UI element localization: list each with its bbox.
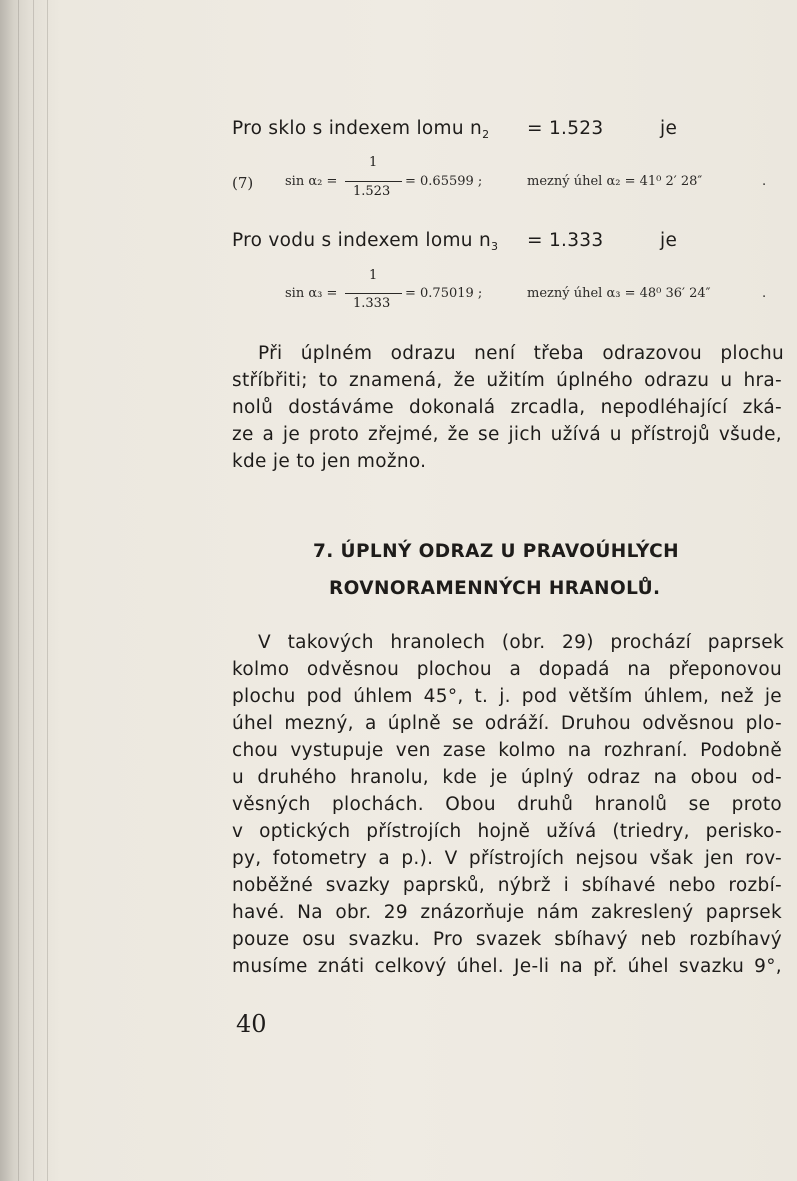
paragraph-line: chou vystupuje ven zase kolmo na rozhraní. Podobně: [232, 740, 782, 761]
paragraph-line: ze a je proto zřejmé, že se jich užívá u přístrojů všude,: [232, 424, 782, 445]
paragraph-line: stříbřiti; to znamená, že užitím úplného odrazu u hra-: [232, 370, 782, 391]
section-heading-line2: ROVNORAMENNÝCH HRANOLŮ.: [329, 578, 661, 599]
word-je: je: [660, 118, 678, 139]
paragraph-line: plochu pod úhlem 45°, t. j. pod větším úhlem, než je: [232, 686, 782, 707]
gutter-shadow-line: [33, 0, 34, 1181]
formula-end: .: [762, 286, 767, 301]
index-value: = 1.523: [527, 118, 604, 139]
paragraph-line: kolmo odvěsnou plochou a dopadá na přeponovou: [232, 659, 782, 680]
index-value: = 1.333: [527, 230, 604, 251]
gutter-shadow-line: [18, 0, 19, 1181]
paragraph-line: havé. Na obr. 29 znázorňuje nám zakreslený paprsek: [232, 902, 782, 923]
intro-text: Pro vodu s indexem lomu n: [232, 230, 492, 251]
paragraph-line: kde je to jen možno.: [232, 451, 427, 472]
paragraph-line: pouze osu svazku. Pro svazek sbíhavý neb rozbíhavý: [232, 929, 782, 950]
fraction-denominator: 1.523: [353, 184, 391, 199]
gutter-shadow-line: [47, 0, 48, 1181]
fraction-numerator: 1: [369, 155, 378, 170]
paragraph-line: věsných plochách. Obou druhů hranolů se proto: [232, 794, 782, 815]
word-je: je: [660, 230, 678, 251]
fraction-bar: [345, 293, 402, 294]
paragraph-line: nolů dostáváme dokonalá zrcadla, nepodléhající zká-: [232, 397, 782, 418]
formula-lhs: sin α₃ =: [285, 286, 338, 301]
critical-angle: mezný úhel α₂ = 41⁰ 2′ 28″: [527, 174, 703, 189]
formula-result: = 0.75019 ;: [405, 286, 483, 301]
fraction-bar: [345, 181, 402, 182]
equation-label: (7): [232, 174, 254, 192]
formula-result: = 0.65599 ;: [405, 174, 483, 189]
index-subscript: 3: [491, 240, 499, 253]
paragraph-line: musíme znáti celkový úhel. Je-li na př. úhel svazku 9°,: [232, 956, 782, 977]
paragraph-line: noběžné svazky paprsků, nýbrž i sbíhavé nebo rozbí-: [232, 875, 782, 896]
paragraph-line: úhel mezný, a úplně se odráží. Druhou odvěsnou plo-: [232, 713, 782, 734]
fraction-denominator: 1.333: [353, 296, 391, 311]
intro-line-glass: [232, 116, 788, 144]
formula-end: .: [762, 174, 767, 189]
section-heading-line1: 7. ÚPLNÝ ODRAZ U PRAVOÚHLÝCH: [313, 541, 679, 562]
paragraph-line: V takových hranolech (obr. 29) prochází paprsek: [258, 632, 784, 653]
formula-lhs: sin α₂ =: [285, 174, 338, 189]
intro-line-water: [232, 228, 788, 256]
intro-text: Pro sklo s indexem lomu n: [232, 118, 483, 139]
paragraph-line: py, fotometry a p.). V přístrojích nejsou však jen rov-: [232, 848, 782, 869]
paragraph-line: v optických přístrojích hojně užívá (triedry, perisko-: [232, 821, 782, 842]
paragraph-line: Při úplném odrazu není třeba odrazovou plochu: [258, 343, 784, 364]
paragraph-line: u druhého hranolu, kde je úplný odraz na obou od-: [232, 767, 782, 788]
critical-angle: mezný úhel α₃ = 48⁰ 36′ 24″: [527, 286, 711, 301]
page-number: 40: [236, 1010, 267, 1038]
index-subscript: 2: [482, 128, 490, 141]
fraction-numerator: 1: [369, 268, 378, 283]
